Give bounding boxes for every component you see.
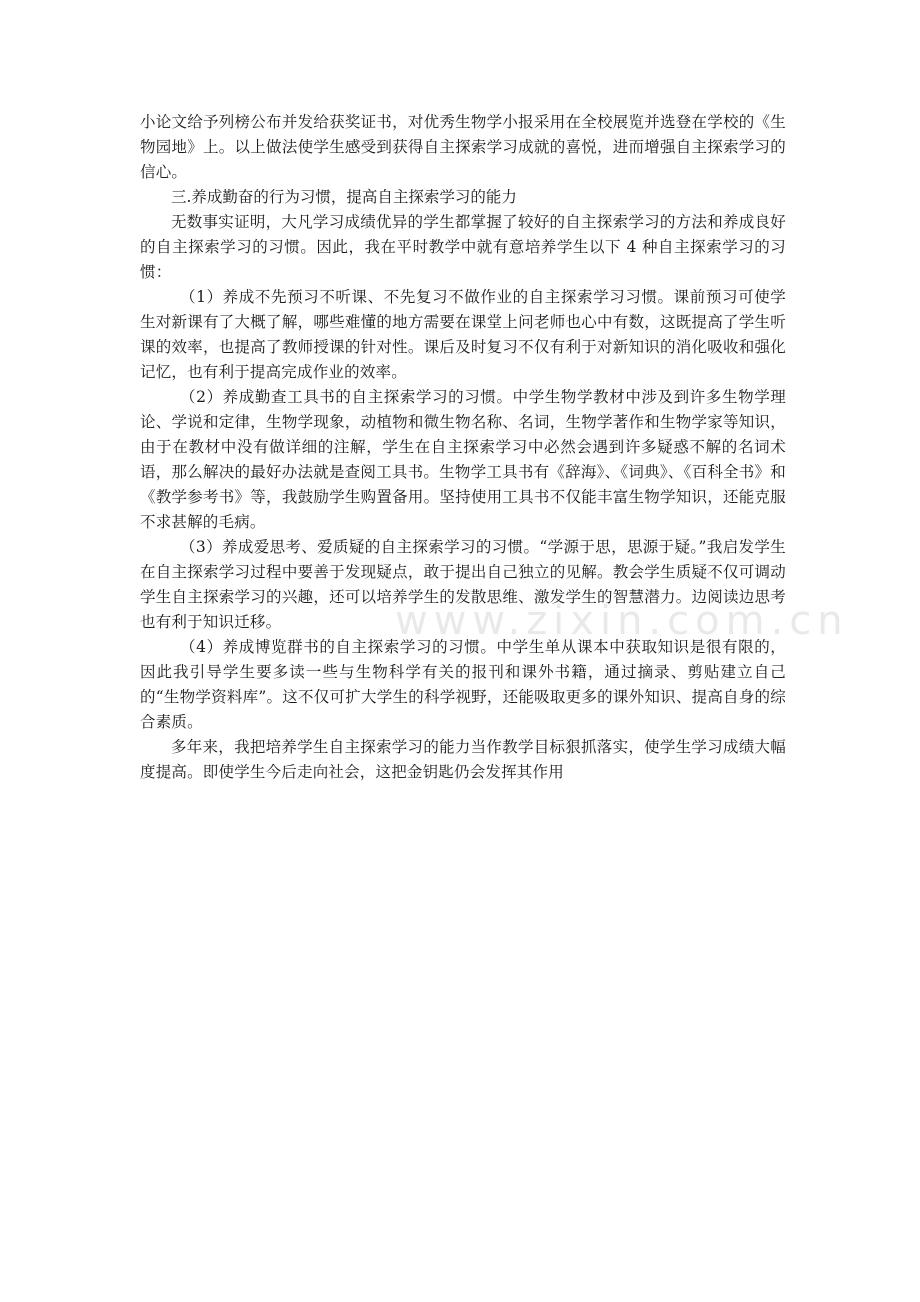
paragraph-habit-2: （2）养成勤查工具书的自主探索学习的习惯。中学生物学教材中涉及到许多生物学理论、学说和定律，生物学现象，动植物和微生物名称、名词，生物学著作和生物学家等知识，由于在教材中没有做详细的注解，学生在自主探索学习中必然会遇到许多疑惑不解的名词术语，那么解决的最好办法就是查阅工具书。生物学工具书有《辞海》、《词典》、《百科全书》和《教学参考书》等，我鼓励学生购置备用。坚持使用工具书不仅能丰富生物学知识，还能克服不求甚解的毛病。 [140, 388, 786, 531]
document-body [140, 110, 786, 785]
watermark-text: www.zixin.com.cn [395, 598, 849, 644]
paragraph-habit-4: （4）养成博览群书的自主探索学习的习惯。中学生单从课本中获取知识是很有限的，因此我引导学生要多读一些与生物科学有关的报刊和课外书籍，通过摘录、剪贴建立自己的“生物学资料库”。这不仅可扩大学生的科学视野，还能吸取更多的课外知识、提高自身的综合素质。 [140, 638, 786, 731]
paragraph-conclusion: 多年来，我把培养学生自主探索学习的能力当作教学目标狠抓落实，使学生学习成绩大幅度提高。即使学生今后走向社会，这把金钥匙仍会发挥其作用 [140, 738, 786, 781]
paragraph-habit-3: （3）养成爱思考、爱质疑的自主探索学习的习惯。“学源于思，思源于疑。”我启发学生在自主探索学习过程中要善于发现疑点，敢于提出自己独立的见解。教会学生质疑不仅可调动学生自主探索学习的兴趣，还可以培养学生的发散思维、激发学生的智慧潜力。边阅读边思考也有利于知识迁移。 [140, 538, 786, 631]
paragraph-habit-1: （1）养成不先预习不听课、不先复习不做作业的自主探索学习习惯。课前预习可使学生对新课有了大概了解，哪些难懂的地方需要在课堂上问老师也心中有数，这既提高了学生听课的效率，也提高了教师授课的针对性。课后及时复习不仅有利于对新知识的消化吸收和强化记忆，也有利于提高完成作业的效率。 [140, 288, 786, 381]
paragraph-continuation: 小论文给予列榜公布并发给获奖证书，对优秀生物学小报采用在全校展览并选登在学校的《生物园地》上。以上做法使学生感受到获得自主探索学习成就的喜悦，进而增强自主探索学习的信心。 [140, 113, 786, 181]
section-heading: 三.养成勤奋的行为习惯，提高自主探索学习的能力 [171, 188, 517, 206]
paragraph-intro: 无数事实证明，大凡学习成绩优异的学生都掌握了较好的自主探索学习的方法和养成良好的自主探索学习的习惯。因此，我在平时教学中就有意培养学生以下 4 种自主探索学习的习惯： [140, 213, 786, 281]
